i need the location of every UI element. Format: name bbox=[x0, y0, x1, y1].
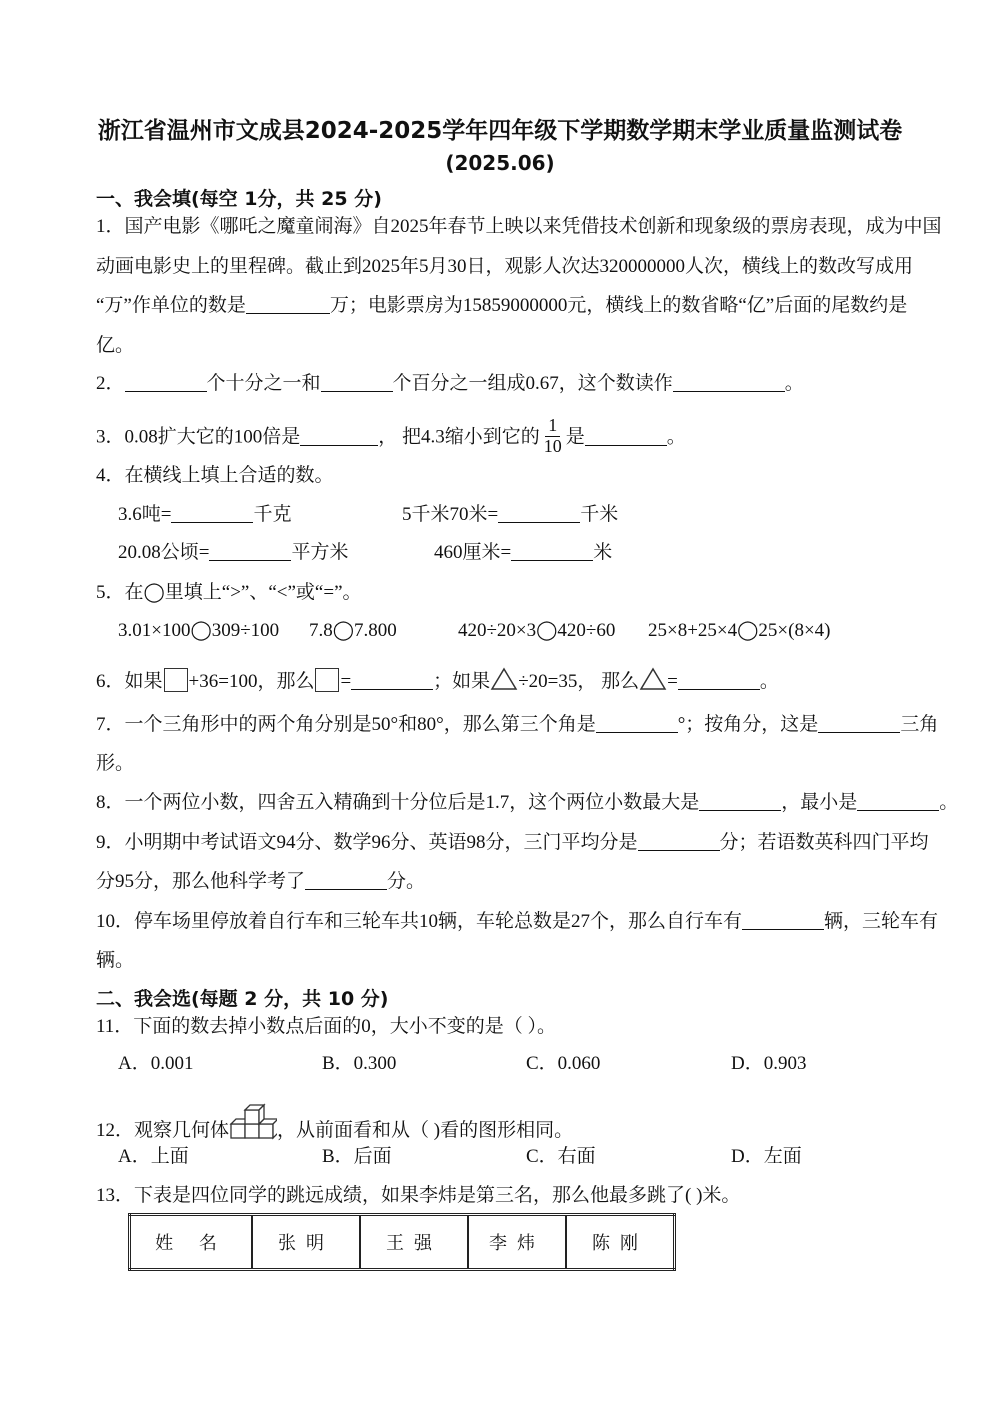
square-icon bbox=[164, 668, 188, 692]
q1-line-4: 亿。 bbox=[96, 335, 135, 356]
q4-row-2-left: 20.08公顷= 平方米 bbox=[118, 542, 349, 563]
q2-blank-3[interactable] bbox=[673, 374, 785, 392]
q1-line-2: 动画电影史上的里程碑。截止到2025年5月30日，观影人次达320000000人次，横线上的数改写成用 bbox=[96, 256, 914, 277]
exam-title: 浙江省温州市文成县2024-2025学年四年级下学期数学期末学业质量监测试卷 bbox=[97, 118, 903, 144]
fraction-one-tenth: $\frac{1}{10}$ bbox=[543, 415, 562, 456]
q4-row-2-right: 460厘米= 米 bbox=[434, 542, 613, 563]
exam-date: (2025.06) bbox=[445, 151, 555, 175]
square-icon bbox=[315, 668, 339, 692]
q5-stem: 5．在◯里填上“>”、“<”或“=”。 bbox=[96, 582, 362, 603]
q7-line-2: 形。 bbox=[96, 753, 135, 774]
q1-line-3: “万”作单位的数是 万；电影票房为15859000000元，横线上的数省略“亿”后面的尾数约是 bbox=[96, 295, 908, 316]
q11-option-c[interactable]: C．0.060 bbox=[526, 1053, 601, 1074]
q12-stem: 12．观察几何体 ，从前面看和从（ )看的图形相同。 bbox=[96, 1100, 573, 1144]
q12-option-b[interactable]: B．后面 bbox=[322, 1146, 392, 1167]
table-header-cell: 张明 bbox=[252, 1215, 360, 1270]
q7-blank-1[interactable] bbox=[596, 715, 678, 733]
table-header-cell: 李炜 bbox=[468, 1215, 566, 1270]
q9-line-2: 分95分，那么他科学考了 分。 bbox=[96, 871, 426, 892]
q9-line-1: 9．小明期中考试语文94分、数学96分、英语98分，三门平均分是 分；若语数英科四门平均 bbox=[96, 832, 929, 853]
q6: 6．如果 +36=100，那么 = ；如果 ÷20=35， 那么 = 。 bbox=[96, 667, 779, 692]
q5-item-4: 25×8+25×4◯25×(8×4) bbox=[648, 620, 831, 641]
q12-option-d[interactable]: D．左面 bbox=[731, 1146, 802, 1167]
q5-item-1: 3.01×100◯309÷100 bbox=[118, 620, 280, 641]
q4-blank-4[interactable] bbox=[511, 543, 593, 561]
q7-blank-2[interactable] bbox=[818, 715, 900, 733]
q12-option-a[interactable]: A．上面 bbox=[118, 1146, 189, 1167]
table-header-cell: 王强 bbox=[360, 1215, 468, 1270]
q8: 8．一个两位小数，四舍五入精确到十分位后是1.7，这个两位小数最大是 ，最小是 。 bbox=[96, 792, 959, 813]
q8-blank-1[interactable] bbox=[699, 793, 781, 811]
q11-option-b[interactable]: B．0.300 bbox=[322, 1053, 397, 1074]
section-1-heading: 一、我会填(每空 1分，共 25 分) bbox=[96, 188, 382, 210]
q4-blank-3[interactable] bbox=[209, 543, 291, 561]
q9-blank-2[interactable] bbox=[305, 872, 387, 890]
table-header-cell: 陈刚 bbox=[566, 1215, 675, 1270]
q4-stem: 4．在横线上填上合适的数。 bbox=[96, 465, 334, 486]
q6-blank-1[interactable] bbox=[351, 672, 433, 690]
q3-blank-2[interactable] bbox=[585, 428, 667, 446]
q4-blank-2[interactable] bbox=[498, 505, 580, 523]
q4-blank-1[interactable] bbox=[171, 505, 253, 523]
q11-stem: 11．下面的数去掉小数点后面的0，大小不变的是（ ）。 bbox=[96, 1016, 557, 1037]
q2-blank-1[interactable] bbox=[125, 374, 207, 392]
q2-blank-2[interactable] bbox=[321, 374, 393, 392]
q10-line-1: 10．停车场里停放着自行车和三轮车共10辆，车轮总数是27个，那么自行车有 辆，三轮车有 bbox=[96, 911, 939, 932]
q9-blank-1[interactable] bbox=[638, 833, 720, 851]
q1-answer-blank-1[interactable] bbox=[246, 296, 330, 314]
section-2-heading: 二、我会选(每题 2 分，共 10 分) bbox=[96, 988, 389, 1010]
q8-blank-2[interactable] bbox=[857, 793, 939, 811]
q13-stem: 13．下表是四位同学的跳远成绩，如果李炜是第三名，那么他最多跳了( )米。 bbox=[96, 1185, 741, 1206]
q10-blank-1[interactable] bbox=[742, 912, 824, 930]
q3-blank-1[interactable] bbox=[300, 428, 378, 446]
q10-line-2: 辆。 bbox=[96, 950, 135, 971]
triangle-icon bbox=[490, 667, 518, 691]
q5-item-3: 420÷20×3◯420÷60 bbox=[458, 620, 616, 641]
q4-row-1-left: 3.6吨= 千克 bbox=[118, 504, 292, 525]
triangle-icon bbox=[639, 667, 667, 691]
q2: 2． 个十分之一和 个百分之一组成0.67，这个数读作 。 bbox=[96, 373, 804, 394]
table-row bbox=[130, 1215, 675, 1270]
cube-stack-icon bbox=[229, 1100, 277, 1144]
q12-option-c[interactable]: C．右面 bbox=[526, 1146, 596, 1167]
long-jump-table bbox=[128, 1213, 676, 1271]
table-header-cell: 姓 名 bbox=[130, 1215, 253, 1270]
q3: 3．0.08扩大它的100倍是 ， 把4.3缩小到它的 $\frac{1}{10}$ 是 。 bbox=[96, 415, 686, 456]
q11-option-d[interactable]: D．0.903 bbox=[731, 1053, 807, 1074]
q7-line-1: 7．一个三角形中的两个角分别是50°和80°，那么第三个角是 °；按角分，这是 三角 bbox=[96, 714, 939, 735]
q1-line-1: 1．国产电影《哪吒之魔童闹海》自2025年春节上映以来凭借技术创新和现象级的票房表现，成为中国 bbox=[96, 216, 942, 237]
q4-row-1-right: 5千米70米= 千米 bbox=[402, 504, 619, 525]
q6-blank-2[interactable] bbox=[678, 672, 760, 690]
q5-item-2: 7.8◯7.800 bbox=[309, 620, 397, 641]
q11-option-a[interactable]: A．0.001 bbox=[118, 1053, 194, 1074]
